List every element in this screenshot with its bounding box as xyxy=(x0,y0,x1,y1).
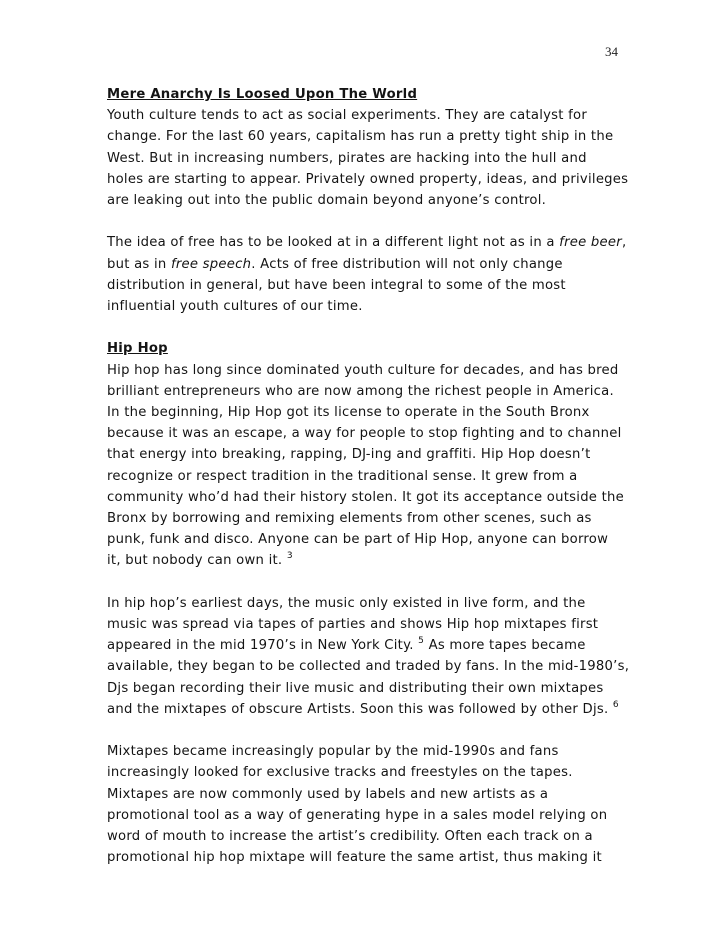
text-run: The idea of free has to be looked at in a different light not as in a xyxy=(107,235,560,251)
text-line: In hip hop’s earliest days, the music only existed in live form, and the xyxy=(107,595,586,611)
paragraph-idea-of-free xyxy=(107,232,627,317)
text-line: Bronx by borrowing and remixing elements from other scenes, such as xyxy=(107,511,592,527)
text-line: promotional hip hop mixtape will feature the same artist, thus making it xyxy=(107,850,602,866)
section-heading-anarchy: Mere Anarchy Is Loosed Upon The World xyxy=(107,87,418,102)
text-line: In the beginning, Hip Hop got its license to operate in the South Bronx xyxy=(107,405,590,421)
footnote-ref: 6 xyxy=(612,699,619,710)
text-line: Youth culture tends to act as social experiments. They are catalyst for xyxy=(107,108,588,124)
text-line xyxy=(107,635,627,656)
footnote-ref: 5 xyxy=(418,636,425,647)
text-line: are leaking out into the public domain beyond anyone’s control. xyxy=(107,193,547,209)
text-line: increasingly looked for exclusive tracks and freestyles on the tapes. xyxy=(107,765,573,781)
text-line: recognize or respect tradition in the traditional sense. It grew from a xyxy=(107,468,578,484)
paragraph-mixtapes xyxy=(107,741,627,868)
text-line: Mixtapes became increasingly popular by the mid-1990s and fans xyxy=(107,744,559,760)
text-line: music was spread via tapes of parties and shows Hip hop mixtapes first xyxy=(107,617,599,633)
text-line xyxy=(107,232,627,253)
text-run: As more tapes became xyxy=(424,638,586,654)
text-line: promotional tool as a way of generating hype in a sales model relying on xyxy=(107,807,608,823)
text-line xyxy=(107,550,627,571)
text-run: appeared in the mid 1970’s in New York City. xyxy=(107,638,419,654)
emphasis-free-beer: free beer xyxy=(559,235,622,251)
text-line: West. But in increasing numbers, pirates are hacking into the hull and xyxy=(107,150,587,166)
paragraph-early-days xyxy=(107,593,630,720)
text-line: punk, funk and disco. Anyone can be part of Hip Hop, anyone can borrow xyxy=(107,532,609,548)
text-line: Djs began recording their live music and distributing their own mixtapes xyxy=(107,680,604,696)
text-run: and the mixtapes of obscure Artists. Soon this was followed by other Djs. xyxy=(107,701,613,717)
footnote-ref: 3 xyxy=(286,551,293,562)
text-line: that energy into breaking, rapping, DJ-ing and graffiti. Hip Hop doesn’t xyxy=(107,447,591,463)
text-run: , xyxy=(621,235,627,251)
text-run: . Acts of free distribution will not only change xyxy=(251,256,563,272)
text-line: holes are starting to appear. Privately owned property, ideas, and privileges xyxy=(107,171,629,187)
page-number: 34 xyxy=(605,44,618,59)
text-line: change. For the last 60 years, capitalism has run a pretty tight ship in the xyxy=(107,129,614,145)
text-line: available, they began to be collected and traded by fans. In the mid-1980’s, xyxy=(107,659,630,675)
text-run: but as in xyxy=(107,256,171,272)
text-line xyxy=(107,699,627,720)
text-line: influential youth cultures of our time. xyxy=(107,299,363,315)
text-line: Hip hop has long since dominated youth culture for decades, and has bred xyxy=(107,362,619,378)
text-run: it, but nobody can own it. xyxy=(107,553,287,569)
paragraph-youth-culture xyxy=(107,105,627,211)
text-line xyxy=(107,254,627,275)
section-heading-hip-hop: Hip Hop xyxy=(107,341,168,357)
text-line: because it was an escape, a way for people to stop fighting and to channel xyxy=(107,426,622,442)
text-line: distribution in general, but have been integral to some of the most xyxy=(107,277,566,293)
paragraph-hip-hop-history xyxy=(107,360,627,572)
text-line: brilliant entrepreneurs who are now among the richest people in America. xyxy=(107,383,614,399)
text-line: community who’d had their history stolen. It got its acceptance outside the xyxy=(107,489,625,505)
text-line: word of mouth to increase the artist’s credibility. Often each track on a xyxy=(107,829,593,845)
page-body xyxy=(107,84,630,868)
emphasis-free-speech: free speech xyxy=(170,256,252,272)
text-line: Mixtapes are now commonly used by labels and new artists as a xyxy=(107,786,549,802)
